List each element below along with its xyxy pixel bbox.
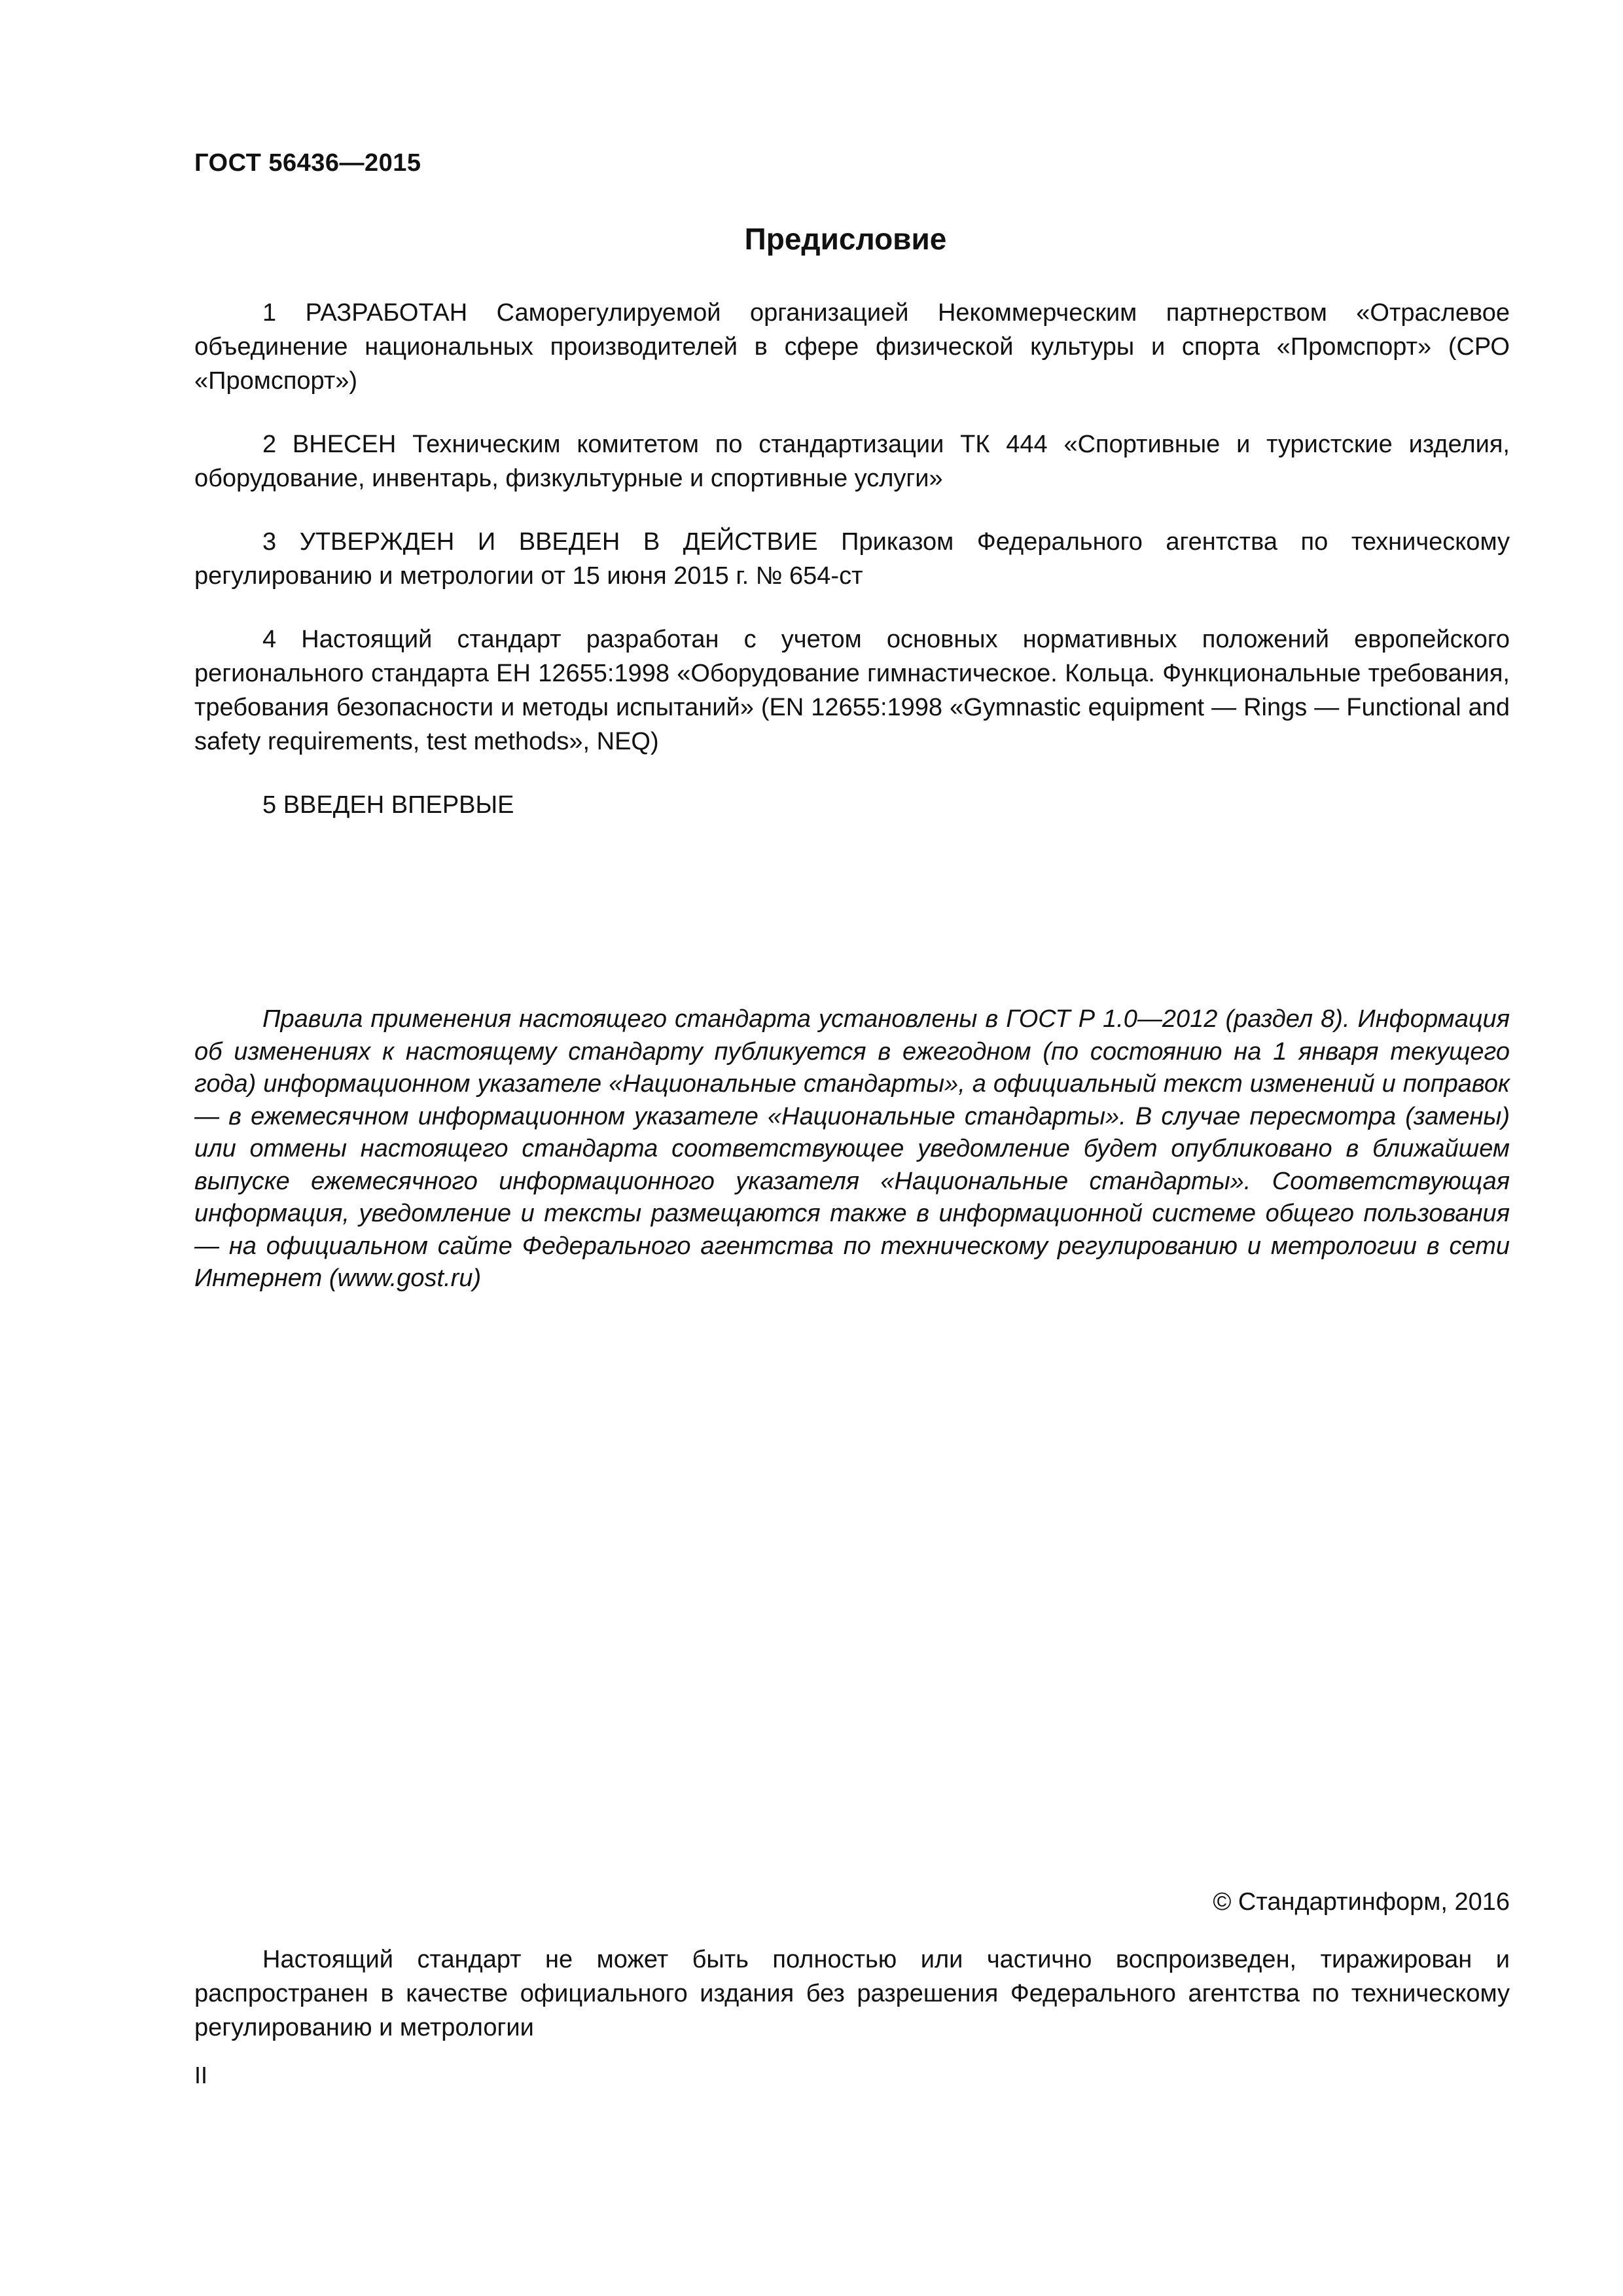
page-title: Предисловие — [744, 222, 947, 256]
foreword-item-3: 3 УТВЕРЖДЕН И ВВЕДЕН В ДЕЙСТВИЕ Приказом Федерального агентства по техническому регулированию и метрологии от 15 июня 2015 г. № 654-ст — [194, 528, 1510, 590]
foreword-item-4: 4 Настоящий стандарт разработан с учетом основных нормативных положений европейского регионального стандарта ЕН 12655:1998 «Оборудование гимнастическое. Кольца. Функциональные требования, требования безопасности и методы испытаний» (EN 12655:1998 «Gymnastic equipment — Rings — Functional and safety requirements, test methods», NEQ) — [194, 626, 1510, 755]
application-rules-note: Правила применения настоящего стандарта установлены в ГОСТ Р 1.0—2012 (раздел 8). Информация об изменениях к настоящему стандарту публикуется в ежегодном (по состоянию на 1 января текущего года) информационном указателе «Национальные стандарты», а официальный текст изменений и поправок — в ежемесячном информационном указателе «Национальные стандарты». В случае пересмотра (замены) или отмены настоящего стандарта соответствующее уведомление будет опубликовано в ближайшем выпуске ежемесячного информационного указателя «Национальные стандарты». Соответствующая информация, уведомление и тексты размещаются также в информационной системе общего пользования — на официальном сайте Федерального агентства по техническому регулированию и метрологии в сети Интернет (www.gost.ru) — [194, 1005, 1510, 1292]
reproduction-notice: Настоящий стандарт не может быть полностью или частично воспроизведен, тиражирован и распространен в качестве официального издания без разрешения Федерального агентства по техническому регулированию и метрологии — [194, 1946, 1510, 2041]
foreword-item-2: 2 ВНЕСЕН Техническим комитетом по стандартизации ТК 444 «Спортивные и туристские изделия, оборудование, инвентарь, физкультурные и спортивные услуги» — [194, 431, 1510, 492]
foreword-item-1: 1 РАЗРАБОТАН Саморегулируемой организацией Некоммерческим партнерством «Отраслевое объединение национальных производителей в сфере физической культуры и спорта «Промспорт» (СРО «Промспорт») — [194, 299, 1510, 395]
standard-code-header: ГОСТ 56436—2015 — [194, 149, 421, 177]
copyright-line: © Стандартинформ, 2016 — [1213, 1888, 1510, 1916]
page-number: II — [194, 2062, 208, 2089]
foreword-items-list — [194, 296, 1510, 852]
foreword-item-5: 5 ВВЕДЕН ВПЕРВЫЕ — [262, 791, 514, 819]
